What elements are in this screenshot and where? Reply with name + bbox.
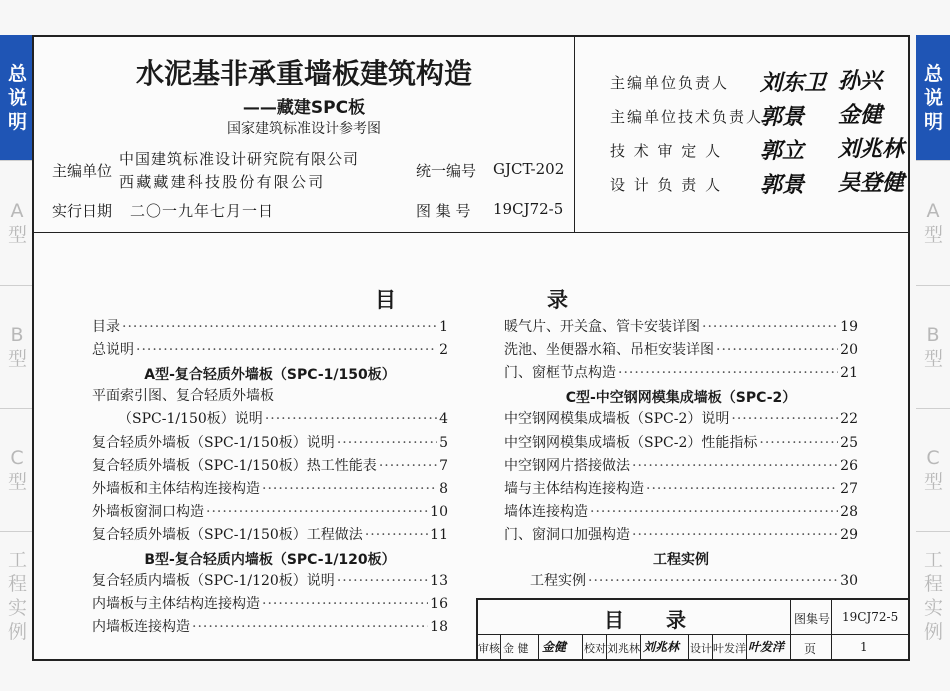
toc-entry-label: 目录 bbox=[92, 319, 120, 335]
side-tab-label: C型 bbox=[8, 446, 28, 493]
toc-entry-label: 总说明 bbox=[92, 342, 134, 359]
toc-leader-dots bbox=[206, 501, 428, 523]
toc-entry-label: 复合轻质内墙板（SPC-1/120板）说明 bbox=[92, 573, 335, 590]
toc-leader-dots bbox=[646, 478, 838, 500]
titleblock-page-label: 页 bbox=[804, 642, 817, 656]
side-tab-separator bbox=[916, 531, 950, 532]
side-tab-separator bbox=[916, 160, 950, 161]
side-tab-label: B型 bbox=[8, 323, 28, 370]
toc-page-number: 7 bbox=[439, 457, 448, 474]
doc-subtitle: ——藏建SPC板 bbox=[242, 98, 366, 118]
role-label: 主编单位技术负责人 bbox=[610, 108, 764, 126]
toc-page-number: 4 bbox=[439, 411, 448, 428]
toc-leader-dots bbox=[136, 339, 437, 361]
titleblock-page-value: 1 bbox=[860, 640, 868, 654]
unit-label: 主编单位 bbox=[52, 162, 113, 180]
date-value: 二〇一九年七月一日 bbox=[130, 202, 275, 220]
side-tab-left-2[interactable] bbox=[0, 285, 34, 408]
side-tab-label: A型 bbox=[924, 199, 944, 246]
toc-page-number: 30 bbox=[840, 573, 858, 590]
toc-leader-dots bbox=[716, 339, 838, 361]
titleblock-atlas-value: 19CJ72-5 bbox=[842, 610, 899, 624]
side-tab-separator bbox=[0, 531, 34, 532]
toc-entry[interactable] bbox=[504, 501, 858, 523]
toc-entry[interactable] bbox=[92, 524, 448, 546]
tb-sep bbox=[582, 634, 583, 661]
side-tab-label: 总说明 bbox=[924, 62, 944, 133]
toc-leader-dots bbox=[618, 362, 838, 384]
doc-title: 水泥基非承重墙板建筑构造 bbox=[135, 57, 472, 90]
header-bottom-line bbox=[32, 232, 910, 233]
toc-section-heading: B型-复合轻质内墙板（SPC-1/120板） bbox=[144, 552, 396, 568]
side-tab-right-0[interactable] bbox=[916, 35, 950, 160]
toc-page-number: 26 bbox=[840, 457, 858, 474]
role-label: 主编单位负责人 bbox=[610, 74, 730, 92]
role-signature-2: 刘兆林 bbox=[838, 136, 905, 162]
toc-leader-dots bbox=[262, 593, 428, 615]
side-tab-left-4[interactable] bbox=[0, 531, 34, 661]
toc-page-number: 20 bbox=[840, 342, 858, 359]
toc-leader-dots bbox=[632, 524, 838, 546]
toc-leader-dots bbox=[365, 524, 428, 546]
toc-leader-dots bbox=[590, 501, 838, 523]
unit-1: 中国建筑标准设计研究院有限公司 bbox=[119, 150, 360, 168]
side-tab-right-3[interactable] bbox=[916, 408, 950, 531]
toc-section-heading: A型-复合轻质外墙板（SPC-1/150板） bbox=[144, 367, 396, 384]
toc-entry[interactable] bbox=[92, 316, 448, 338]
unit-2: 西藏藏建科技股份有限公司 bbox=[119, 173, 326, 191]
design-name: 叶发洋 bbox=[713, 642, 746, 655]
toc-entry[interactable] bbox=[504, 455, 858, 477]
side-tab-separator bbox=[0, 285, 34, 286]
toc-page-number: 25 bbox=[840, 434, 858, 451]
role-signature-2: 吴登健 bbox=[838, 170, 905, 196]
check-name: 刘兆林 bbox=[607, 642, 640, 655]
role-label: 技 术 审 定 人 bbox=[610, 142, 723, 160]
title-block-vline-1 bbox=[790, 598, 791, 661]
role-signature-1: 刘东卫 bbox=[760, 70, 827, 96]
toc-entry[interactable] bbox=[92, 570, 448, 592]
toc-entry-label: 外墙板和主体结构连接构造 bbox=[92, 480, 260, 497]
toc-page-number: 27 bbox=[840, 480, 858, 497]
side-tab-label: 总说明 bbox=[8, 62, 28, 133]
toc-entry-label: 中空钢网片搭接做法 bbox=[504, 457, 630, 474]
doc-description: 国家建筑标准设计参考图 bbox=[227, 121, 381, 137]
toc-page-number: 28 bbox=[840, 503, 858, 520]
toc-page-number: 18 bbox=[430, 619, 448, 636]
tb-sep bbox=[640, 634, 641, 661]
toc-entry[interactable] bbox=[504, 478, 858, 500]
toc-entry[interactable] bbox=[92, 478, 448, 500]
side-tab-label: A型 bbox=[8, 199, 28, 246]
review-signature: 金健 bbox=[542, 640, 567, 654]
toc-page-number: 2 bbox=[439, 342, 448, 359]
code-label: 统一编号 bbox=[416, 162, 477, 180]
side-tab-right-2[interactable] bbox=[916, 285, 950, 408]
toc-entry[interactable] bbox=[92, 501, 448, 523]
side-tab-right-4[interactable] bbox=[916, 531, 950, 661]
titleblock-atlas-label: 图集号 bbox=[794, 612, 831, 626]
toc-page-number: 16 bbox=[430, 596, 448, 613]
title-block-line bbox=[476, 634, 910, 635]
check-label: 校对 bbox=[584, 642, 606, 655]
tb-sep bbox=[688, 634, 689, 661]
toc-page-number: 10 bbox=[430, 503, 448, 520]
review-label: 审核 bbox=[478, 642, 500, 655]
toc-page-number: 22 bbox=[840, 411, 858, 428]
side-tab-left-3[interactable] bbox=[0, 408, 34, 531]
toc-entry[interactable] bbox=[92, 593, 448, 615]
toc-entry-label: 外墙板窗洞口构造 bbox=[92, 503, 204, 520]
role-signature-2: 金健 bbox=[838, 102, 883, 128]
side-tab-separator bbox=[0, 408, 34, 409]
toc-entry-label: 复合轻质外墙板（SPC-1/150板）说明 bbox=[92, 434, 335, 451]
toc-leader-dots bbox=[632, 455, 838, 477]
side-tab-label: B型 bbox=[924, 323, 944, 370]
side-tab-left-1[interactable] bbox=[0, 160, 34, 285]
toc-entry[interactable] bbox=[504, 316, 858, 338]
review-name: 金 健 bbox=[503, 642, 529, 655]
toc-entry[interactable] bbox=[92, 432, 448, 454]
titleblock-name-2: 录 bbox=[666, 608, 686, 632]
toc-leader-dots bbox=[262, 478, 437, 500]
tb-sep bbox=[500, 634, 501, 661]
toc-section-heading: 工程实例 bbox=[653, 552, 709, 568]
toc-entry-label: 复合轻质外墙板（SPC-1/150板）工程做法 bbox=[92, 526, 363, 543]
titleblock-name-1: 目 bbox=[604, 608, 624, 632]
toc-heading-2: 录 bbox=[547, 288, 568, 312]
toc-leader-dots bbox=[588, 570, 838, 592]
toc-entry[interactable] bbox=[92, 616, 448, 638]
toc-entry[interactable] bbox=[504, 524, 858, 546]
toc-entry-label: 门、窗框节点构造 bbox=[504, 365, 616, 382]
toc-entry-label: （SPC-1/150板）说明 bbox=[118, 411, 263, 428]
toc-entry-label: 复合轻质外墙板（SPC-1/150板）热工性能表 bbox=[92, 457, 377, 474]
design-signature: 叶发洋 bbox=[748, 640, 785, 654]
toc-entry-label: 工程实例 bbox=[530, 573, 586, 590]
side-tab-label: 工程实例 bbox=[924, 549, 944, 643]
side-tab-left-0[interactable] bbox=[0, 35, 34, 160]
side-tab-right-1[interactable] bbox=[916, 160, 950, 285]
toc-leader-dots bbox=[759, 432, 838, 454]
toc-page-number: 19 bbox=[840, 319, 858, 335]
toc-leader-dots bbox=[265, 408, 437, 430]
toc-entry[interactable] bbox=[504, 339, 858, 361]
check-signature: 刘兆林 bbox=[643, 640, 680, 654]
toc-section-heading: C型-中空钢网模集成墙板（SPC-2） bbox=[565, 390, 797, 407]
role-signature-2: 孙兴 bbox=[838, 68, 883, 94]
tb-sep bbox=[746, 634, 747, 661]
toc-entry-label: 墙体连接构造 bbox=[504, 503, 588, 520]
side-tab-separator bbox=[916, 285, 950, 286]
side-tab-label: C型 bbox=[924, 446, 944, 493]
side-tab-separator bbox=[916, 408, 950, 409]
toc-leader-dots bbox=[379, 455, 437, 477]
toc-heading-1: 目 bbox=[375, 288, 396, 312]
code-value: GJCT-202 bbox=[493, 160, 565, 178]
toc-page-number: 13 bbox=[430, 573, 448, 590]
toc-leader-dots bbox=[122, 316, 437, 338]
date-label: 实行日期 bbox=[52, 202, 113, 220]
toc-entry-label: 中空钢网模集成墙板（SPC-2）性能指标 bbox=[504, 434, 758, 451]
role-signature-1: 郭立 bbox=[760, 138, 805, 164]
toc-entry[interactable] bbox=[504, 432, 858, 454]
toc-page-number: 11 bbox=[430, 526, 448, 543]
design-label: 设计 bbox=[690, 642, 712, 655]
toc-entry-label: 中空钢网模集成墙板（SPC-2）说明 bbox=[504, 411, 730, 428]
toc-entry[interactable] bbox=[92, 455, 448, 477]
toc-leader-dots bbox=[337, 432, 437, 454]
toc-page-number: 8 bbox=[439, 480, 448, 497]
side-tab-label: 工程实例 bbox=[8, 549, 28, 643]
toc-entry[interactable] bbox=[92, 339, 448, 361]
toc-entry[interactable] bbox=[504, 362, 858, 384]
title-block-vline-2 bbox=[831, 598, 832, 661]
toc-entry-label: 洗池、坐便器水箱、吊柜安装详图 bbox=[504, 342, 714, 359]
side-tab-separator bbox=[0, 160, 34, 161]
toc-page-number: 1 bbox=[439, 319, 448, 335]
toc-page-number: 29 bbox=[840, 526, 858, 543]
atlas-label: 图 集 号 bbox=[416, 202, 471, 220]
toc-entry[interactable] bbox=[504, 408, 858, 430]
toc-entry-label: 墙与主体结构连接构造 bbox=[504, 480, 644, 497]
toc-entry-label: 内墙板与主体结构连接构造 bbox=[92, 596, 260, 613]
toc-leader-dots bbox=[192, 616, 428, 638]
toc-text: 平面索引图、复合轻质外墙板 bbox=[92, 388, 274, 405]
toc-leader-dots bbox=[337, 570, 428, 592]
toc-entry[interactable] bbox=[118, 408, 448, 430]
tb-sep bbox=[538, 634, 539, 661]
toc-entry-label: 内墙板连接构造 bbox=[92, 619, 190, 636]
toc-entry[interactable] bbox=[530, 570, 858, 592]
toc-leader-dots bbox=[702, 316, 838, 338]
role-label: 设 计 负 责 人 bbox=[610, 176, 723, 194]
toc-page-number: 21 bbox=[840, 365, 858, 382]
toc-entry-label: 门、窗洞口加强构造 bbox=[504, 526, 630, 543]
role-signature-1: 郭景 bbox=[760, 172, 805, 198]
toc-leader-dots bbox=[731, 408, 838, 430]
role-signature-1: 郭景 bbox=[760, 104, 805, 130]
atlas-value: 19CJ72-5 bbox=[493, 200, 564, 218]
toc-entry-label: 暖气片、开关盒、管卡安装详图 bbox=[504, 319, 700, 335]
toc-page-number: 5 bbox=[439, 434, 448, 451]
